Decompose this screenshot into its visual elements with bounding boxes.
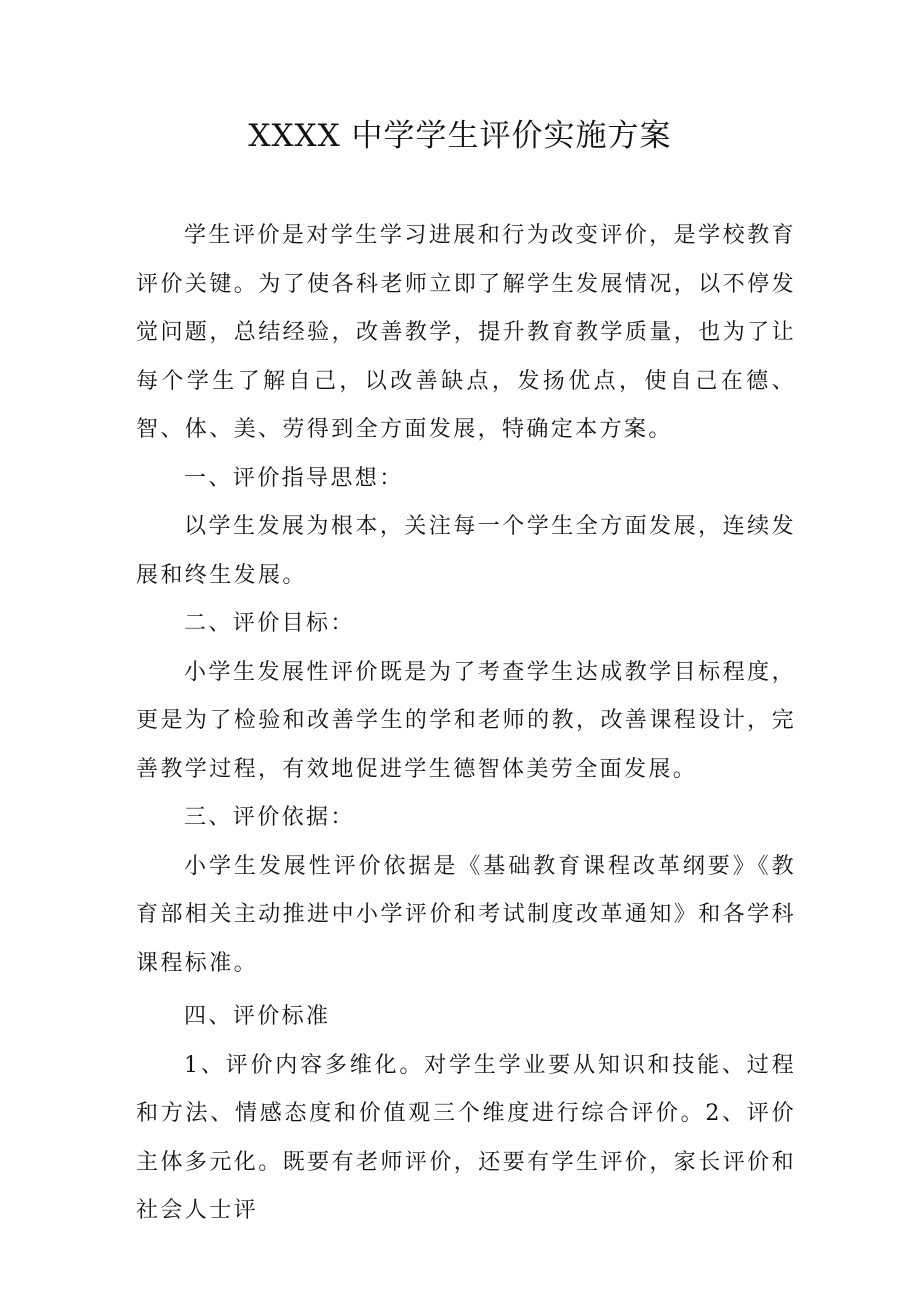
section-1-paragraph: 以学生发展为根本，关注每一个学生全方面发展，连续发展和终生发展。 bbox=[136, 514, 796, 588]
document-title: XXXX 中学学生评价实施方案 bbox=[248, 118, 672, 154]
section-2-heading: 二、评价目标： bbox=[184, 611, 355, 636]
section-3-heading: 三、评价依据： bbox=[184, 805, 355, 830]
section-4-heading: 四、评价标准 bbox=[184, 1004, 331, 1029]
document-body bbox=[136, 212, 796, 1236]
section-3-paragraph: 小学生发展性评价依据是《基础教育课程改革纲要》《教育部相关主动推进中小学评价和考试制度改革通知》和各学科课程标准。 bbox=[136, 853, 796, 976]
section-4-paragraph: 1、评价内容多维化。对学生学业要从知识和技能、过程和方法、情感态度和价值观三个维度进行综合评价。2、评价主体多元化。既要有老师评价，还要有学生评价，家长评价和社会人士评 bbox=[136, 1052, 796, 1223]
section-1-heading: 一、评价指导思想： bbox=[184, 465, 404, 491]
intro-paragraph: 学生评价是对学生学习进展和行为改变评价，是学校教育评价关键。为了使各科老师立即了解学生发展情况，以不停发觉问题，总结经验，改善教学，提升教育教学质量，也为了让每个学生了解自己，以改善缺点，发扬优点，使自己在德、智、体、美、劳得到全方面发展，特确定本方案。 bbox=[136, 223, 796, 442]
section-2-paragraph: 小学生发展性评价既是为了考查学生达成教学目标程度，更是为了检验和改善学生的学和老师的教，改善课程设计，完善教学过程，有效地促进学生德智体美劳全面发展。 bbox=[136, 659, 796, 782]
